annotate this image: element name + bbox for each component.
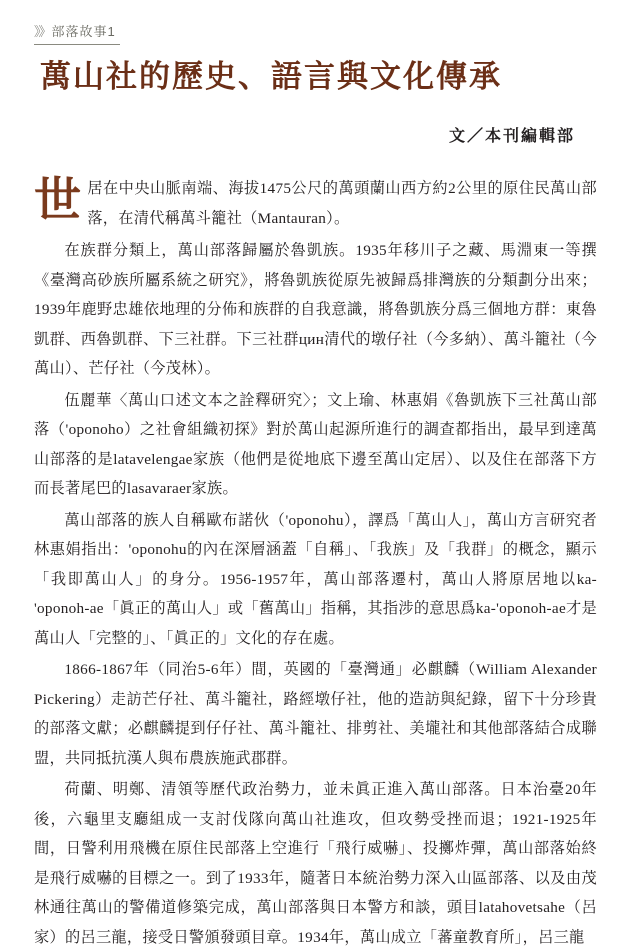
chevron-right-icon: 》》 [34, 24, 50, 39]
paragraph [34, 236, 597, 384]
byline: 文／本刊編輯部 [448, 128, 575, 145]
paragraph-text: 萬山部落的族人自稱歐布諾伙（'oponohu），譯爲「萬山人」，萬山方言研究者林惠娟指出：'oponohu的內在深層涵蓋「自稱」、「我族」及「我群」的概念，顯示「我即萬山人」的身分。1956-1957年，萬山部落遷村，萬山人將原居地以ka-'oponoh-ae「眞正的萬山人」或「舊萬山」指稱，其指涉的意思爲ka-'oponoh-ae才是萬山人「完整的」、「眞正的」文化的存在處。 [34, 511, 597, 647]
paragraph-text: 荷蘭、明鄭、清領等歷代政治勢力，並未眞正進入萬山部落。日本治臺20年後，六龜里支廳組成一支討伐隊向萬山社進攻，但攻勢受挫而退；1921-1925年間，日警利用飛機在原住民部落上空進行「飛行威嚇」、投擲炸彈，萬山部落始終是飛行威嚇的目標之一。到了1933年，隨著日本統治勢力深入山區部落、以及由茂林通往萬山的警備道修築完成，萬山部落與日本警方和談，頭目latahovetsahe（呂家）的呂三龍，接受日警頒發頭目章。1934年，萬山成立「蕃童教育所」，呂三龍 [34, 781, 597, 946]
kicker-container [34, 22, 597, 45]
paragraph [34, 174, 597, 234]
page-title: 萬山社的歷史、語言與文化傳承 [40, 59, 502, 94]
drop-cap: 世 [34, 175, 82, 227]
article-body [34, 174, 597, 952]
paragraph-text: 伍麗華〈萬山口述文本之詮釋研究〉；文上瑜、林惠娟《魯凱族下三社萬山部落（'oponoho）之社會組織初探》對於萬山起源所進行的調查都指出，最早到達萬山部落的是latavelengae家族（他們是從地底下邊至萬山定居）、以及住在部落下方而長著尾巴的lasavaraer家族。 [34, 391, 597, 497]
paragraph-text: 在族群分類上，萬山部落歸屬於魯凱族。1935年移川子之藏、馬淵東一等撰《臺灣高砂族所屬系統之研究》，將魯凱族從原先被歸爲排灣族的分類劃分出來；1939年鹿野忠雄依地理的分佈和族群的自我意識，將魯凱族分爲三個地方群：東魯凱群、西魯凱群、下三社群。下三社群цин清代的墩仔社（今多納）、萬斗籠社（今萬山）、芒仔社（今茂林）。 [34, 242, 597, 377]
paragraph [34, 506, 597, 654]
paragraph [34, 655, 597, 773]
series-kicker [34, 22, 120, 45]
paragraph [34, 775, 597, 952]
paragraph [34, 386, 597, 504]
paragraph-text: 1866-1867年（同治5-6年）間，英國的「臺灣通」必麒麟（William Alexander Pickering）走訪芒仔社、萬斗籠社，路經墩仔社，他的造訪與紀錄，留下十分珍貴的部落文獻；必麒麟提到仔仔社、萬斗籠社、排剪社、美壠社和其他部落結合成聯盟，共同抵抗漢人與布農族施武郡群。 [34, 661, 597, 767]
kicker-label: 部落故事1 [51, 24, 116, 39]
paragraph-text: 居在中央山脈南端、海拔1475公尺的萬頭蘭山西方約2公里的原住民萬山部落，在清代稱萬斗籠社（Mantauran）。 [87, 180, 597, 227]
